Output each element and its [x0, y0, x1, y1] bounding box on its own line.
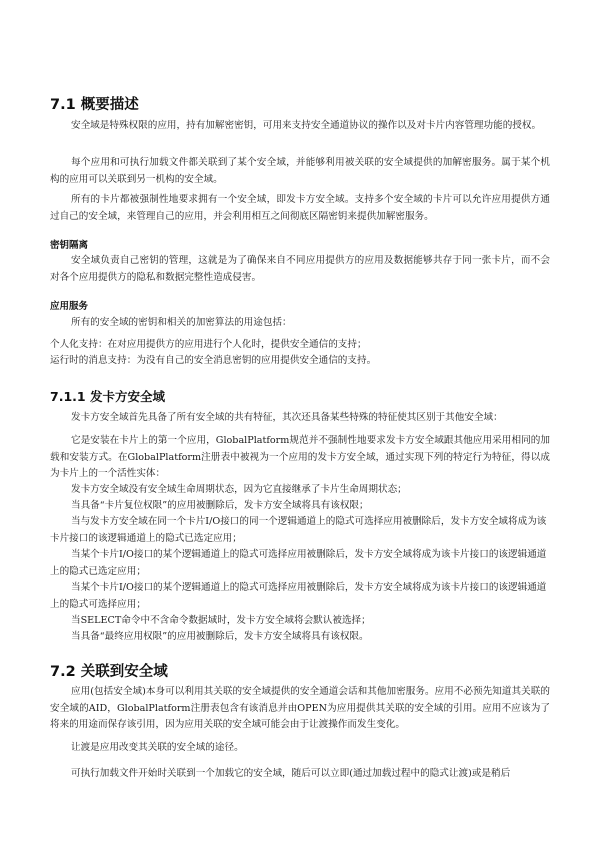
- paragraph-secure-channel-services: 应用(包括安全域)本身可以利用其关联的安全域提供的安全通道会话和其他加密服务。应用不必预先知道其关联的安全域的AID，GlobalPlatform注册表包含有该消息并由OPEN为应用提供其关联的安全域的引用。应用不应该为了将来的用途而保存该引用，因为应用关联的安全域可能会由于让渡操作而发生变化。: [50, 686, 550, 730]
- heading-7-1-1: 7.1.1 发卡方安全域: [50, 389, 165, 404]
- list-item-personalization: 个人化支持：在对应用提供方的应用进行个人化时，提供安全通信的支持；: [50, 339, 367, 350]
- paragraph-issuer-security-domain-requirement: 所有的卡片都被强制性地要求拥有一个安全域，即发卡方安全域。支持多个安全域的卡片可以允许应用提供方通过自己的安全域，来管理自己的应用，并会利用相互之间彻底区隔密钥来提供加解密服务。: [50, 194, 550, 222]
- paragraph-extradition-definition: 让渡是应用改变其关联的安全域的途径。: [71, 742, 244, 753]
- list-line-final-application: 当具备“最终应用权限”的应用被删除后，发卡方安全域将具有该权限。: [71, 631, 369, 642]
- list-line-card-reset: 当具备“卡片复位权限”的应用被删除后，发卡方安全域将具有该权限；: [71, 500, 369, 511]
- list-item-runtime-messaging: 运行时的消息支持：为没有自己的安全消息密钥的应用提供安全通信的支持。: [50, 355, 377, 366]
- paragraph-first-application: 它是安装在卡片上的第一个应用，GlobalPlatform规范并不强制性地要求发卡方安全域跟其他应用采用相同的加载和安装方式。在GlobalPlatform注册表中被视为一个应用的发卡方安全域，通过实现下列的特定行为特征，得以成为卡片上的一个活性实体：: [50, 435, 550, 479]
- heading-7-2: 7.2 关联到安全域: [50, 664, 168, 680]
- paragraph-services-intro: 所有的安全域的密钥和相关的加密算法的用途包括：: [71, 317, 292, 328]
- heading-7-1: 7.1 概要描述: [50, 97, 139, 113]
- paragraph-key-isolation: 安全域负责自己密钥的管理，这就是为了确保来自不同应用提供方的应用及数据能够共存于同一张卡片，而不会对各个应用提供方的隐私和数据完整性造成侵害。: [50, 255, 550, 283]
- paragraph-issuer-domain-features: 发卡方安全域首先具备了所有安全域的共有特征，其次还具备某些特殊的特征使其区别于其他安全域：: [71, 412, 503, 423]
- list-line-same-channel-deletion: 当与发卡方安全域在同一个卡片I/O接口的同一个逻辑通道上的隐式可选择应用被删除后，发卡方安全域将成为该卡片接口的该逻辑通道上的隐式已选定应用；: [50, 516, 547, 544]
- heading-application-services: 应用服务: [50, 301, 89, 312]
- list-line-select-command: 当SELECT命令中不含命令数据域时，发卡方安全域将会默认被选择；: [71, 615, 371, 626]
- list-line-lifecycle: 发卡方安全域没有安全域生命周期状态，因为它直接继承了卡片生命周期状态；: [71, 484, 407, 495]
- list-line-selected-application: 当某个卡片I/O接口的某个逻辑通道上的隐式可选择应用被删除后，发卡方安全域将成为该卡片接口的该逻辑通道上的隐式已选定应用；: [50, 549, 547, 577]
- heading-key-isolation: 密钥隔离: [50, 240, 89, 251]
- paragraph-security-domain-definition: 安全域是特殊权限的应用，持有加解密密钥，可用来支持安全通道协议的操作以及对卡片内容管理功能的授权。: [71, 120, 542, 131]
- paragraph-application-association: 每个应用和可执行加载文件都关联到了某个安全域，并能够利用被关联的安全域提供的加解密服务。属于某个机构的应用可以关联到另一机构的安全域。: [50, 157, 550, 185]
- list-line-selectable-application: 当某个卡片I/O接口的某个逻辑通道上的隐式可选择应用被删除后，发卡方安全域将成为该卡片接口的该逻辑通道上的隐式可选择应用；: [50, 582, 547, 610]
- paragraph-load-file-association: 可执行加载文件开始时关联到一个加载它的安全域，随后可以立即(通过加载过程中的隐式让渡)或是稍后: [71, 768, 511, 779]
